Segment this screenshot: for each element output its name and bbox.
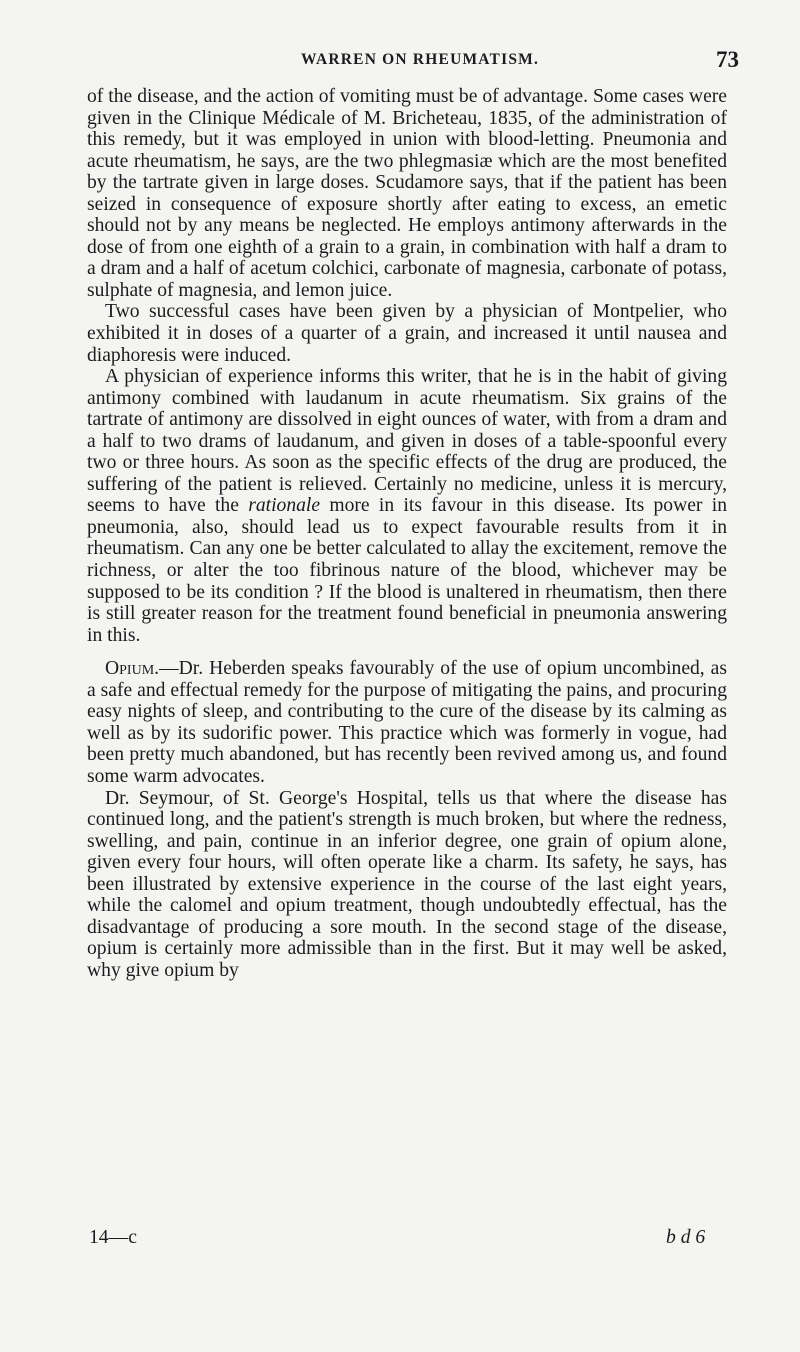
signature-mark-left: 14—c [89,1227,137,1248]
paragraph-text: —Dr. Heberden speaks favourably of the use of opium uncombined, as a safe and effectual remedy for the purpose of mitigating the pains, and procuring easy nights of sleep, and contributing to the cure of the disease by its calming as well as by its sudorific power. This practice which was formerly in vogue, had been pretty much abandoned, but has recently been revived among us, and found some warm advocates. [87,658,727,787]
running-title: WARREN ON RHEUMATISM. [301,51,540,68]
paragraph-opium [87,658,727,787]
paragraph-text: more in its favour in this disease. Its power in pneumonia, also, should lead us to expect favourable results from it in rheumatism. Can any one be better calculated to allay the excitement, remove the richness, or alter the too fibrinous nature of the blood, whichever may be supposed to be its condition ? If the blood is unaltered in rheumatism, then there is still greater reason for the treatment found beneficial in pneumonia answering in this. [87,495,727,646]
paragraph-seymour: Dr. Seymour, of St. George's Hospital, tells us that where the disease has continued long, and the patient's strength is much broken, but where the redness, swelling, and pain, continue in an inferior degree, one grain of opium alone, given every four hours, will often operate like a charm. Its safety, he says, has been illustrated by extensive experience in the course of the last eight years, while the calomel and opium treatment, though undoubtedly effectual, has the disadvantage of producing a sore mouth. In the second stage of the disease, opium is certainly more admissible than in the first. But it may well be asked, why give opium by [87,787,727,981]
paragraph-antimony-laudanum [87,366,727,646]
italic-term: rationale [248,495,321,517]
paragraph-antimony-continued: of the disease, and the action of vomiting must be of advantage. Some cases were given in the Clinique Médicale of M. Bricheteau, 1835, of the administration of this remedy, but it was employed in union with blood-letting. Pneumonia and acute rheumatism, he says, are the two phlegmasiæ which are the most benefited by the tartrate given in large doses. Scudamore says, that if the patient has been seized in consequence of exposure shortly after eating to excess, an emetic should not by any means be neglected. He employs antimony afterwards in the dose of from one eighth of a grain to a grain, in combination with half a dram to a dram and a half of acetum colchici, carbonate of magnesia, carbonate of potass, sulphate of magnesia, and lemon juice. [87,86,727,301]
running-head [0,49,800,79]
paragraph-montpelier-cases: Two successful cases have been given by a physician of Montpelier, who exhibited it in doses of a quarter of a grain, and increased it until nausea and diaphoresis were induced. [87,301,727,366]
page-number: 73 [716,47,739,72]
paragraph-text: A physician of experience informs this writer, that he is in the habit of giving antimony combined with laudanum in acute rheumatism. Six grains of the tartrate of antimony are dissolved in eight ounces of water, with from a dram and a half to two drams of laudanum, and given in doses of a table-spoonful every two or three hours. As soon as the specific effects of the drug are produced, the suffering of the patient is relieved. Certainly no medicine, unless it is mercury, seems to have the [87,366,727,517]
page-footer [87,1227,727,1251]
body-text [87,86,727,981]
signature-mark-right: b d 6 [666,1227,706,1248]
section-lead-in: Opium. [105,658,160,680]
